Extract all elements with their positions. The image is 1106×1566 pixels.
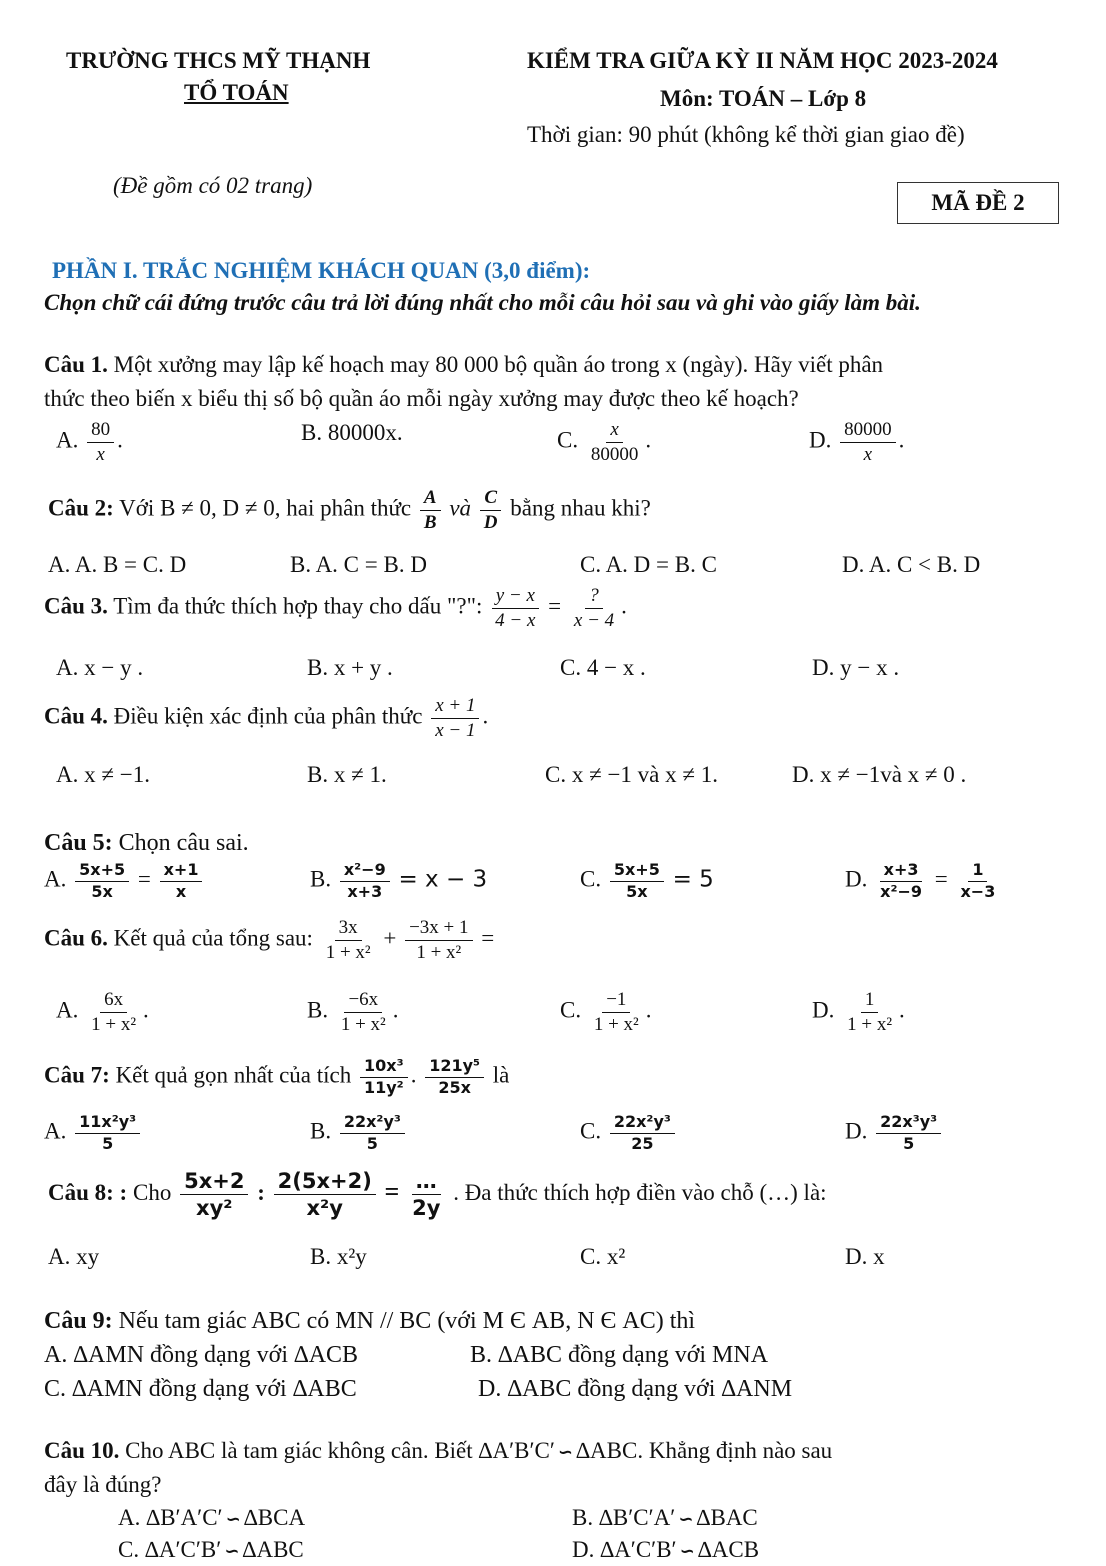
q9-option-b[interactable]: B. ∆ABC đồng dạng với MNA (470, 1342, 769, 1368)
q2-fraction-cd: $\frac{C}{D}$ (480, 488, 502, 533)
question-10-label: Câu 10. (44, 1438, 120, 1463)
q1-option-c[interactable]: C. $\frac{x}{80000}$ . (557, 419, 652, 465)
q5-a-right-fraction: $\frac{x+1}{x}$ (160, 862, 203, 901)
similar-symbol-icon: ∽ (678, 1509, 694, 1530)
question-2-text1: Với B ≠ 0, D ≠ 0, hai phân thức (119, 495, 412, 521)
q10-option-b[interactable]: B. ∆B′C′A′ ∽ ∆BAC (572, 1505, 758, 1530)
q7-fraction-2: $\frac{\text{121y⁵}}{25x}$ (425, 1058, 484, 1097)
question-3-text: Tìm đa thức thích hợp thay cho dấu "?": (113, 593, 483, 619)
q6-a-fraction: $\frac{6x}{\text{1 + x²}}$ (91, 989, 137, 1035)
similar-symbol-icon: ∽ (557, 1442, 573, 1463)
q2-fraction-ab: $\frac{A}{B}$ (420, 488, 441, 533)
q4-option-c[interactable]: C. x ≠ −1 và x ≠ 1. (545, 762, 719, 787)
q4-fraction: $\frac{x + 1}{x - 1}$ (431, 696, 479, 741)
q8-fraction-3: $\frac{\dots}{2y}$ (412, 1169, 441, 1221)
question-4-stem: Câu 4. Điều kiện xác định của phân thức $\frac{x + 1}{x - 1}$ . (44, 695, 489, 741)
question-10-text1: Cho ABC là tam giác không cân. Biết (125, 1438, 473, 1463)
q8-option-b[interactable]: B. x²y (310, 1244, 367, 1269)
q8-option-c[interactable]: C. x² (580, 1244, 626, 1269)
question-10-text3: đây là đúng? (44, 1472, 162, 1497)
q6-option-a[interactable]: A. $\frac{6x}{\text{1 + x²}}$ . (56, 989, 149, 1035)
question-3-label: Câu 3. (44, 593, 108, 619)
similar-symbol-icon: ∽ (679, 1541, 695, 1562)
q1-a-fraction: $\frac{80}{x}$ (87, 420, 114, 465)
q6-fraction-2: $\frac{-3x + 1}{\text{1 + x²}}$ (405, 918, 472, 963)
question-7-text: Kết quả gọn nhất của tích (115, 1062, 352, 1088)
q3-fraction-right: $\frac{?}{x - 4}$ (573, 585, 615, 631)
q1-option-b[interactable]: B. 80000x. (301, 420, 403, 445)
question-1-line1 (44, 352, 883, 378)
q5-option-d[interactable]: D. $\frac{x+3}{\text{x²−9}}$ = $\frac{1}{x-3}$ (845, 862, 1002, 901)
exam-code: MÃ ĐỀ 2 (931, 190, 1025, 215)
question-6-stem: Câu 6. Kết quả của tổng sau: $\frac{3x}{\text{1 + x²}}$ + $\frac{-3x + 1}{\text{1 + x²}}$ = (44, 917, 495, 963)
q1-option-d[interactable]: D. $\frac{80000}{x}$ . (809, 419, 905, 465)
similar-symbol-icon: ∽ (224, 1541, 240, 1562)
q4-option-d[interactable]: D. x ≠ −1và x ≠ 0 . (792, 762, 967, 787)
q7-option-a[interactable]: A. $\frac{\text{11x²y³}}{5}$ (44, 1114, 143, 1153)
question-2-stem (48, 488, 651, 533)
q3-option-c[interactable]: C. 4 − x . (560, 655, 646, 680)
q7-a-fraction: $\frac{\text{11x²y³}}{5}$ (75, 1114, 140, 1153)
q6-d-fraction: $\frac{1}{\text{1 + x²}}$ (847, 989, 893, 1035)
q2-option-c[interactable]: C. A. D = B. C (580, 552, 717, 577)
q6-option-b[interactable]: B. $\frac{-6x}{\text{1 + x²}}$ . (307, 989, 399, 1035)
q6-option-d[interactable]: D. $\frac{1}{\text{1 + x²}}$ . (812, 989, 905, 1035)
question-9-stem (44, 1308, 695, 1335)
q1-d-fraction: $\frac{80000}{x}$ (840, 420, 896, 465)
q4-option-a[interactable]: A. x ≠ −1. (56, 762, 150, 787)
question-10-stem: Câu 10. Cho ABC là tam giác không cân. Biết ∆A′B′C′ ∽ ∆ABC. Khẳng định nào sau (44, 1438, 833, 1463)
q7-option-b[interactable]: B. $\frac{\text{22x²y³}}{5}$ (310, 1114, 408, 1153)
q3-option-b[interactable]: B. x + y . (307, 655, 393, 680)
q6-option-c[interactable]: C. $\frac{-1}{\text{1 + x²}}$ . (560, 989, 652, 1035)
question-8-stem: Câu 8: : Cho $\frac{5x+2}{\text{xy²}}$ : $\frac{2(5x+2)}{\text{x²y}}$ = $\frac{\dots}{2y}$ . Đa thức thích hợp điền vào chỗ (…) là: (48, 1169, 827, 1221)
q5-d-left-fraction: $\frac{x+3}{\text{x²−9}}$ (880, 860, 922, 901)
q7-b-fraction: $\frac{\text{22x²y³}}{5}$ (340, 1114, 405, 1153)
q7-option-c[interactable]: C. $\frac{\text{22x²y³}}{25}$ (580, 1114, 678, 1153)
q10-option-d[interactable]: D. ∆A′C′B′ ∽ ∆ACB (572, 1537, 760, 1562)
q5-a-left-fraction: $\frac{5x+5}{5x}$ (75, 862, 129, 901)
exam-time: Thời gian: 90 phút (không kể thời gian giao đề) (527, 122, 965, 147)
q5-option-c[interactable]: C. $\frac{5x+5}{5x}$ = 5 (580, 860, 714, 901)
exam-title: KIỂM TRA GIỮA KỲ II NĂM HỌC 2023-2024 (527, 48, 998, 73)
q10-option-a[interactable]: A. ∆B′A′C′ ∽ ∆BCA (118, 1505, 306, 1530)
q7-fraction-1: $\frac{\text{10x³}}{\text{11y²}}$ (360, 1058, 408, 1097)
q8-fraction-2: $\frac{2(5x+2)}{\text{x²y}}$ (274, 1170, 376, 1219)
q1-c-fraction: $\frac{x}{80000}$ (590, 419, 639, 465)
q3-option-d[interactable]: D. y − x . (812, 655, 900, 680)
q1-option-a[interactable]: A. $\frac{80}{x}$ . (56, 419, 123, 465)
q3-fraction-left: $\frac{y - x}{4 - x}$ (491, 586, 539, 631)
question-5-label: Câu 5: (44, 830, 113, 856)
question-5-options (0, 862, 1106, 918)
question-3-stem: Câu 3. Tìm đa thức thích hợp thay cho dấu "?": $\frac{y - x}{4 - x}$ = $\frac{?}{x - 4}$ . (44, 585, 627, 631)
question-1-options (0, 420, 1106, 480)
question-5-text: Chọn câu sai. (118, 830, 249, 856)
school-name: TRƯỜNG THCS MỸ THẠNH (66, 48, 371, 73)
q6-c-fraction: $\frac{-1}{\text{1 + x²}}$ (593, 989, 639, 1035)
question-1-label: Câu 1. (44, 352, 108, 377)
question-6-text: Kết quả của tổng sau: (113, 925, 313, 951)
question-9-label: Câu 9: (44, 1308, 113, 1334)
question-8-label: Câu 8: : (48, 1179, 128, 1205)
question-2-text2: bằng nhau khi? (510, 495, 651, 521)
q4-option-b[interactable]: B. x ≠ 1. (307, 762, 387, 787)
question-4-label: Câu 4. (44, 703, 108, 729)
pages-note: (Đề gồm có 02 trang) (113, 173, 313, 198)
q2-option-b[interactable]: B. A. C = B. D (290, 552, 427, 577)
q9-option-a[interactable]: A. ∆AMN đồng dạng với ∆ACB (44, 1342, 359, 1368)
q9-option-d[interactable]: D. ∆ABC đồng dạng với ∆ANM (478, 1376, 793, 1402)
q5-d-right-fraction: $\frac{1}{x-3}$ (960, 860, 996, 901)
q8-fraction-1: $\frac{5x+2}{\text{xy²}}$ (180, 1170, 248, 1219)
q9-option-c[interactable]: C. ∆AMN đồng dạng với ∆ABC (44, 1376, 357, 1402)
question-2-label: Câu 2: (48, 495, 114, 521)
question-9-text: Nếu tam giác ABC có MN // BC (với M Є AB, N Є AC) thì (118, 1308, 696, 1334)
question-6-options (0, 990, 1106, 1050)
q2-option-d[interactable]: D. A. C < B. D (842, 552, 981, 577)
question-1-text2: thức theo biến x biểu thị số bộ quần áo mỗi ngày xưởng may được theo kế hoạch? (44, 386, 799, 411)
question-7-label: Câu 7: (44, 1062, 110, 1088)
q8-option-a[interactable]: A. xy (48, 1244, 100, 1269)
q7-option-d[interactable]: D. $\frac{\text{22x³y³}}{5}$ (845, 1114, 944, 1153)
question-6-label: Câu 6. (44, 925, 108, 951)
q7-d-fraction: $\frac{\text{22x³y³}}{5}$ (876, 1114, 941, 1153)
q5-c-fraction: $\frac{5x+5}{5x}$ (610, 862, 664, 901)
part1-title: PHẦN I. TRẮC NGHIỆM KHÁCH QUAN (3,0 điểm): (52, 258, 591, 283)
question-4-text: Điều kiện xác định của phân thức (113, 703, 423, 729)
question-5-stem (44, 830, 249, 857)
part1-instruction: Chọn chữ cái đứng trước câu trả lời đúng nhất cho mỗi câu hỏi sau và ghi vào giấy làm bài. (44, 290, 921, 315)
q10-option-c[interactable]: C. ∆A′C′B′ ∽ ∆ABC (118, 1537, 304, 1562)
question-7-stem: Câu 7: Kết quả gọn nhất của tích $\frac{\text{10x³}}{\text{11y²}}$ . $\frac{\text{121y⁵}}{25x}$ là (44, 1056, 510, 1097)
q5-option-a[interactable]: A. $\frac{5x+5}{5x}$ = $\frac{x+1}{x}$ (44, 862, 205, 901)
exam-subject: Môn: TOÁN – Lớp 8 (660, 86, 867, 111)
q2-and: và (449, 495, 472, 521)
q2-option-a[interactable]: A. A. B = C. D (48, 552, 187, 577)
q3-option-a[interactable]: A. x − y . (56, 655, 144, 680)
question-7-options (0, 1114, 1106, 1170)
q6-fraction-1: $\frac{3x}{\text{1 + x²}}$ (325, 917, 371, 963)
q8-option-d[interactable]: D. x (845, 1244, 885, 1269)
similar-symbol-icon: ∽ (225, 1509, 241, 1530)
exam-code-box (897, 182, 1059, 224)
q5-b-fraction: $\frac{\text{x²−9}}{x+3}$ (340, 862, 390, 901)
question-1-text1: Một xưởng may lập kế hoạch may 80 000 bộ quần áo trong x (ngày). Hãy viết phân (113, 352, 884, 377)
q5-option-b[interactable]: B. $\frac{\text{x²−9}}{x+3}$ = x − 3 (310, 860, 488, 901)
department-name: TỔ TOÁN (184, 80, 289, 105)
q6-b-fraction: $\frac{-6x}{\text{1 + x²}}$ (340, 989, 386, 1035)
q7-c-fraction: $\frac{\text{22x²y³}}{25}$ (610, 1114, 675, 1153)
